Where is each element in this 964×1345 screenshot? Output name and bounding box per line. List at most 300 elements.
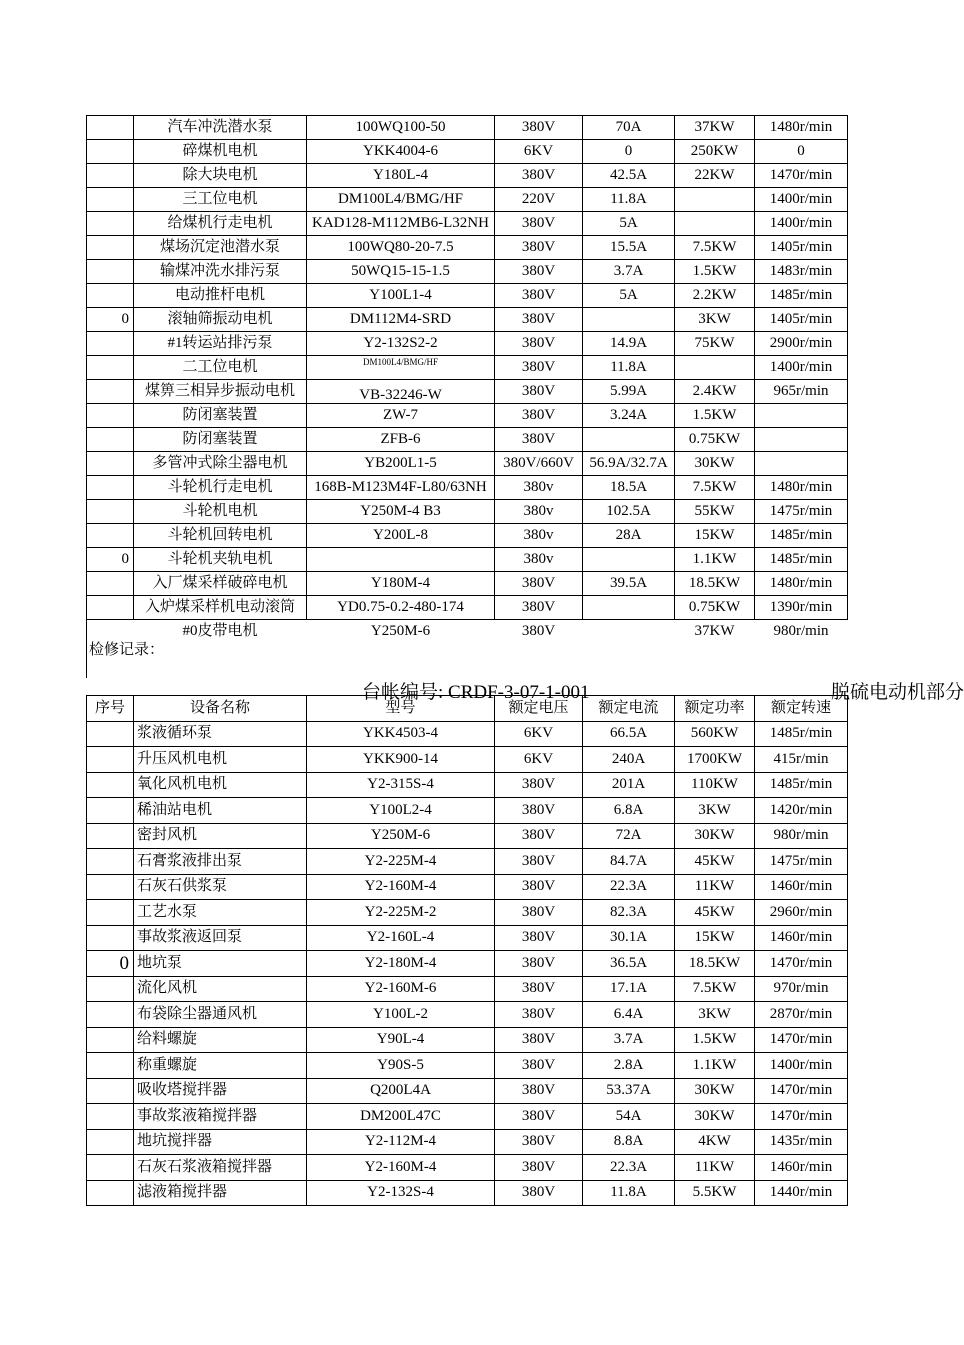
header-cell: 额定电压	[495, 696, 583, 722]
power-cell: 7.5KW	[675, 236, 755, 260]
name-cell: 防闭塞装置	[134, 404, 307, 428]
index-cell	[87, 140, 134, 164]
voltage-cell: 380V	[495, 308, 583, 332]
model-cell: Y2-132S-4	[307, 1180, 495, 1206]
power-cell: 1.5KW	[675, 404, 755, 428]
name-cell: 煤箅三相异步振动电机	[134, 380, 307, 404]
index-cell	[87, 823, 134, 849]
power-cell: 18.5KW	[675, 951, 755, 977]
power-cell: 37KW	[694, 623, 735, 639]
voltage-cell: 380V	[495, 428, 583, 452]
speed-cell: 1420r/min	[755, 798, 848, 824]
index-cell	[87, 452, 134, 476]
table-row	[87, 260, 848, 284]
speed-cell: 1405r/min	[755, 236, 848, 260]
voltage-cell: 380V	[495, 900, 583, 926]
index-cell	[87, 356, 134, 380]
name-cell: 入厂煤采样破碎电机	[134, 572, 307, 596]
voltage-cell: 380V	[495, 596, 583, 620]
power-cell: 3KW	[675, 798, 755, 824]
current-cell: 3.7A	[583, 1027, 675, 1053]
speed-cell: 1485r/min	[755, 721, 848, 747]
voltage-cell: 380V/660V	[495, 452, 583, 476]
table-row	[87, 951, 848, 977]
index-cell	[87, 925, 134, 951]
table-row	[87, 747, 848, 773]
voltage-cell: 380V	[495, 572, 583, 596]
power-cell: 110KW	[675, 772, 755, 798]
model-cell	[307, 380, 495, 404]
speed-cell: 0	[755, 140, 848, 164]
coal-handling-motor-table	[86, 115, 848, 643]
desulfurization-motor-table	[86, 695, 848, 1206]
model-cell: 100WQ100-50	[307, 116, 495, 140]
model-cell: 50WQ15-15-1.5	[307, 260, 495, 284]
current-cell: 39.5A	[583, 572, 675, 596]
model-cell: Y100L2-4	[307, 798, 495, 824]
table-row	[87, 596, 848, 620]
power-cell: 3KW	[675, 308, 755, 332]
power-cell	[675, 188, 755, 212]
power-cell: 11KW	[675, 1155, 755, 1181]
current-cell: 54A	[583, 1104, 675, 1130]
current-cell	[583, 548, 675, 572]
table-row	[87, 620, 848, 644]
voltage-cell: 6KV	[495, 747, 583, 773]
table-row	[87, 116, 848, 140]
table-row	[87, 1180, 848, 1206]
table-row	[87, 976, 848, 1002]
current-cell: 14.9A	[583, 332, 675, 356]
current-cell: 11.8A	[583, 1180, 675, 1206]
voltage-cell: 220V	[495, 188, 583, 212]
current-cell: 3.7A	[583, 260, 675, 284]
model-cell: Y90L-4	[307, 1027, 495, 1053]
voltage-cell: 380V	[495, 332, 583, 356]
name-cell: 石膏浆液排出泵	[134, 849, 307, 875]
speed-cell: 1470r/min	[755, 1104, 848, 1130]
index-cell	[87, 900, 134, 926]
model-cell: Y2-132S2-2	[307, 332, 495, 356]
voltage-cell: 380V	[495, 116, 583, 140]
model-cell: YD0.75-0.2-480-174	[307, 596, 495, 620]
voltage-cell: 380v	[495, 548, 583, 572]
current-cell: 5A	[583, 212, 675, 236]
model-cell: 168B-M123M4F-L80/63NH	[307, 476, 495, 500]
speed-cell: 970r/min	[755, 976, 848, 1002]
index-cell	[87, 798, 134, 824]
power-cell: 1.1KW	[675, 1053, 755, 1079]
current-cell: 0	[583, 140, 675, 164]
model-cell: Y2-225M-4	[307, 849, 495, 875]
index-cell	[87, 404, 134, 428]
table-row	[87, 798, 848, 824]
model-cell: KAD128-M112MB6-L32NH	[307, 212, 495, 236]
index-cell	[87, 284, 134, 308]
model-cell: YKK4503-4	[307, 721, 495, 747]
power-cell: 2.2KW	[675, 284, 755, 308]
power-cell: 4KW	[675, 1129, 755, 1155]
model-cell: DM200L47C	[307, 1104, 495, 1130]
table-row	[87, 452, 848, 476]
header-cell: 设备名称	[134, 696, 307, 722]
power-cell: 15KW	[675, 524, 755, 548]
table-row	[87, 1002, 848, 1028]
index-cell	[87, 1078, 134, 1104]
name-cell: 密封风机	[134, 823, 307, 849]
table-row	[87, 404, 848, 428]
account-number: 台帐编号: CRDF-3-07-1-001	[362, 682, 590, 703]
index-cell	[87, 476, 134, 500]
current-cell: 2.8A	[583, 1053, 675, 1079]
index-cell	[87, 380, 134, 404]
current-cell: 240A	[583, 747, 675, 773]
table-row	[87, 140, 848, 164]
table-row	[87, 900, 848, 926]
name-cell: 石灰石供浆泵	[134, 874, 307, 900]
name-cell: 升压风机电机	[134, 747, 307, 773]
index-cell	[87, 747, 134, 773]
power-cell: 0.75KW	[675, 596, 755, 620]
name-cell: 流化风机	[134, 976, 307, 1002]
model-cell: 100WQ80-20-7.5	[307, 236, 495, 260]
header-cell: 额定电流	[583, 696, 675, 722]
speed-cell: 980r/min	[755, 823, 848, 849]
speed-cell: 1470r/min	[755, 951, 848, 977]
model-cell: Y180L-4	[307, 164, 495, 188]
voltage-cell: 380V	[495, 1027, 583, 1053]
model-cell: Y2-112M-4	[307, 1129, 495, 1155]
voltage-cell: 380v	[495, 500, 583, 524]
speed-cell: 1470r/min	[755, 1027, 848, 1053]
speed-cell: 1485r/min	[755, 524, 848, 548]
name-cell: 斗轮机夹轨电机	[134, 548, 307, 572]
repair-record-label: 检修记录：	[89, 642, 165, 658]
power-cell: 7.5KW	[675, 476, 755, 500]
name-cell: 二工位电机	[134, 356, 307, 380]
index-cell	[87, 1027, 134, 1053]
index-cell	[87, 212, 134, 236]
current-cell: 5.99A	[583, 380, 675, 404]
index-cell	[87, 1129, 134, 1155]
power-cell: 7.5KW	[675, 976, 755, 1002]
current-cell: 11.8A	[583, 188, 675, 212]
speed-cell: 1435r/min	[755, 1129, 848, 1155]
current-cell	[583, 596, 675, 620]
model-cell: Y2-160L-4	[307, 925, 495, 951]
current-cell: 30.1A	[583, 925, 675, 951]
power-cell: 22KW	[675, 164, 755, 188]
power-cell: 1.1KW	[675, 548, 755, 572]
index-cell	[87, 188, 134, 212]
model-cell: DM100L4/BMG/HF	[307, 188, 495, 212]
name-cell: 工艺水泵	[134, 900, 307, 926]
speed-cell: 1485r/min	[755, 284, 848, 308]
speed-cell: 1400r/min	[755, 212, 848, 236]
name-cell: 浆液循环泵	[134, 721, 307, 747]
name-cell: 除大块电机	[134, 164, 307, 188]
table-row	[87, 572, 848, 596]
table-row	[87, 332, 848, 356]
index-cell	[87, 596, 134, 620]
speed-cell: 1460r/min	[755, 1155, 848, 1181]
name-cell: 输煤冲洗水排污泵	[134, 260, 307, 284]
index-cell	[87, 260, 134, 284]
speed-cell: 1460r/min	[755, 874, 848, 900]
speed-cell: 965r/min	[755, 380, 848, 404]
model-cell: Y100L1-4	[307, 284, 495, 308]
table-row	[87, 1129, 848, 1155]
name-cell: 斗轮机回转电机	[134, 524, 307, 548]
voltage-cell: 380V	[495, 236, 583, 260]
table-row	[87, 772, 848, 798]
voltage-cell: 6KV	[495, 140, 583, 164]
name-cell: 吸收塔搅拌器	[134, 1078, 307, 1104]
voltage-cell: 380V	[495, 976, 583, 1002]
model-cell: Y250M-6	[370, 623, 431, 639]
index-cell	[87, 500, 134, 524]
index-cell	[87, 1002, 134, 1028]
table-row	[87, 212, 848, 236]
current-cell: 17.1A	[583, 976, 675, 1002]
index-cell	[87, 332, 134, 356]
speed-cell: 1480r/min	[755, 572, 848, 596]
power-cell: 560KW	[675, 721, 755, 747]
model-cell	[307, 548, 495, 572]
current-cell: 53.37A	[583, 1078, 675, 1104]
model-cell: Y100L-2	[307, 1002, 495, 1028]
speed-cell: 1470r/min	[755, 1078, 848, 1104]
power-cell: 250KW	[675, 140, 755, 164]
name-cell: 斗轮机行走电机	[134, 476, 307, 500]
speed-cell: 2870r/min	[755, 1002, 848, 1028]
power-cell: 30KW	[675, 1078, 755, 1104]
current-cell: 6.4A	[583, 1002, 675, 1028]
current-cell: 70A	[583, 116, 675, 140]
power-cell: 1700KW	[675, 747, 755, 773]
voltage-cell: 380V	[495, 356, 583, 380]
index-cell: 0	[87, 308, 134, 332]
index-cell	[87, 116, 134, 140]
speed-cell: 2900r/min	[755, 332, 848, 356]
current-cell: 28A	[583, 524, 675, 548]
voltage-cell: 380v	[495, 476, 583, 500]
speed-cell	[755, 452, 848, 476]
voltage-cell: 380V	[495, 164, 583, 188]
power-cell: 75KW	[675, 332, 755, 356]
name-cell: 称重螺旋	[134, 1053, 307, 1079]
current-cell: 15.5A	[583, 236, 675, 260]
name-cell: 三工位电机	[134, 188, 307, 212]
current-cell: 11.8A	[583, 356, 675, 380]
name-cell: 氧化风机电机	[134, 772, 307, 798]
header-row	[87, 696, 848, 722]
speed-cell: 1475r/min	[755, 849, 848, 875]
name-cell: 煤场沉定池潜水泵	[134, 236, 307, 260]
table-row	[87, 1078, 848, 1104]
power-cell: 45KW	[675, 849, 755, 875]
index-cell: 0	[87, 548, 134, 572]
name-cell: 多管冲式除尘器电机	[134, 452, 307, 476]
model-cell: YB200L1-5	[307, 452, 495, 476]
sheet-left-border	[86, 638, 87, 678]
table-row	[87, 500, 848, 524]
voltage-cell: 380V	[495, 1155, 583, 1181]
current-cell: 84.7A	[583, 849, 675, 875]
power-cell: 30KW	[675, 452, 755, 476]
index-cell	[87, 849, 134, 875]
table-row	[87, 164, 848, 188]
table-row	[87, 236, 848, 260]
table-row	[87, 823, 848, 849]
table-row	[87, 849, 848, 875]
table-row	[87, 721, 848, 747]
table-row	[87, 524, 848, 548]
voltage-cell: 380V	[495, 1053, 583, 1079]
voltage-cell: 380V	[495, 849, 583, 875]
index-cell	[87, 976, 134, 1002]
power-cell: 5.5KW	[675, 1180, 755, 1206]
power-cell: 1.5KW	[675, 260, 755, 284]
name-cell: 事故浆液箱搅拌器	[134, 1104, 307, 1130]
index-cell	[87, 428, 134, 452]
name-cell: 汽车冲洗潜水泵	[134, 116, 307, 140]
name-cell: 入炉煤采样机电动滚筒	[134, 596, 307, 620]
index-cell	[87, 1053, 134, 1079]
voltage-cell: 380v	[495, 524, 583, 548]
model-cell: Y2-160M-4	[307, 1155, 495, 1181]
current-cell: 6.8A	[583, 798, 675, 824]
power-cell: 3KW	[675, 1002, 755, 1028]
speed-cell: 1405r/min	[755, 308, 848, 332]
current-cell: 201A	[583, 772, 675, 798]
speed-cell: 980r/min	[773, 623, 829, 639]
table-row	[87, 1027, 848, 1053]
header-cell: 额定转速	[755, 696, 848, 722]
voltage-cell: 380V	[495, 284, 583, 308]
voltage-cell: 380V	[495, 772, 583, 798]
speed-cell: 1400r/min	[755, 1053, 848, 1079]
speed-cell	[755, 404, 848, 428]
model-cell: Y2-315S-4	[307, 772, 495, 798]
index-cell	[87, 236, 134, 260]
voltage-cell: 380V	[495, 874, 583, 900]
current-cell: 42.5A	[583, 164, 675, 188]
voltage-cell: 380V	[495, 1129, 583, 1155]
model-cell: Q200L4A	[307, 1078, 495, 1104]
index-cell	[87, 164, 134, 188]
index-cell	[87, 524, 134, 548]
voltage-cell: 380V	[495, 1078, 583, 1104]
header-cell: 型号	[307, 696, 495, 722]
table-row	[87, 428, 848, 452]
voltage-cell: 380V	[495, 260, 583, 284]
model-text: DM100L4/BMG/HF	[362, 357, 438, 367]
speed-cell: 2960r/min	[755, 900, 848, 926]
name-cell: 地坑泵	[134, 951, 307, 977]
speed-cell: 1485r/min	[755, 772, 848, 798]
name-cell: #1转运站排污泵	[134, 332, 307, 356]
power-cell: 30KW	[675, 1104, 755, 1130]
speed-cell	[755, 428, 848, 452]
table-row	[87, 188, 848, 212]
name-cell: 稀油站电机	[134, 798, 307, 824]
model-cell: Y200L-8	[307, 524, 495, 548]
model-cell: ZW-7	[307, 404, 495, 428]
name-cell: 事故浆液返回泵	[134, 925, 307, 951]
power-cell	[675, 356, 755, 380]
model-cell: YKK900-14	[307, 747, 495, 773]
table-row	[87, 380, 848, 404]
voltage-cell: 380V	[495, 951, 583, 977]
voltage-cell: 380V	[495, 823, 583, 849]
current-cell: 36.5A	[583, 951, 675, 977]
power-cell: 45KW	[675, 900, 755, 926]
model-cell: Y2-160M-6	[307, 976, 495, 1002]
power-cell: 2.4KW	[675, 380, 755, 404]
voltage-cell: 380V	[495, 404, 583, 428]
power-cell	[675, 212, 755, 236]
current-cell: 8.8A	[583, 1129, 675, 1155]
speed-cell: 1400r/min	[755, 188, 848, 212]
department-label: 脱硫电动机部分	[831, 682, 964, 703]
power-cell: 0.75KW	[675, 428, 755, 452]
table-row	[87, 925, 848, 951]
index-cell	[87, 1104, 134, 1130]
current-cell: 72A	[583, 823, 675, 849]
voltage-cell: 380V	[495, 925, 583, 951]
model-text: VB-32246-W	[359, 387, 442, 403]
current-cell: 18.5A	[583, 476, 675, 500]
current-cell: 82.3A	[583, 900, 675, 926]
table-row	[87, 476, 848, 500]
index-cell: 0	[87, 951, 134, 977]
speed-cell: 1483r/min	[755, 260, 848, 284]
model-cell: YKK4004-6	[307, 140, 495, 164]
name-cell: 滚轴筛振动电机	[134, 308, 307, 332]
model-cell: Y2-160M-4	[307, 874, 495, 900]
header-cell: 序号	[87, 696, 134, 722]
voltage-cell: 380V	[495, 1104, 583, 1130]
model-cell: Y180M-4	[307, 572, 495, 596]
current-cell	[583, 428, 675, 452]
current-cell: 22.3A	[583, 874, 675, 900]
table-row	[87, 548, 848, 572]
speed-cell: 1390r/min	[755, 596, 848, 620]
power-cell: 18.5KW	[675, 572, 755, 596]
table-row	[87, 1053, 848, 1079]
header-cell: 额定功率	[675, 696, 755, 722]
speed-cell: 1485r/min	[755, 548, 848, 572]
model-cell: Y250M-6	[307, 823, 495, 849]
current-cell: 56.9A/32.7A	[583, 452, 675, 476]
power-cell: 11KW	[675, 874, 755, 900]
index-cell	[87, 874, 134, 900]
name-cell: 给料螺旋	[134, 1027, 307, 1053]
speed-cell: 1480r/min	[755, 116, 848, 140]
name-cell: 防闭塞装置	[134, 428, 307, 452]
model-cell: Y2-225M-2	[307, 900, 495, 926]
index-cell	[87, 1155, 134, 1181]
table-row	[87, 874, 848, 900]
model-cell: ZFB-6	[307, 428, 495, 452]
speed-cell: 1400r/min	[755, 356, 848, 380]
current-cell: 102.5A	[583, 500, 675, 524]
name-cell: 石灰石浆液箱搅拌器	[134, 1155, 307, 1181]
table-row	[87, 284, 848, 308]
index-cell	[87, 1180, 134, 1206]
table-row	[87, 308, 848, 332]
